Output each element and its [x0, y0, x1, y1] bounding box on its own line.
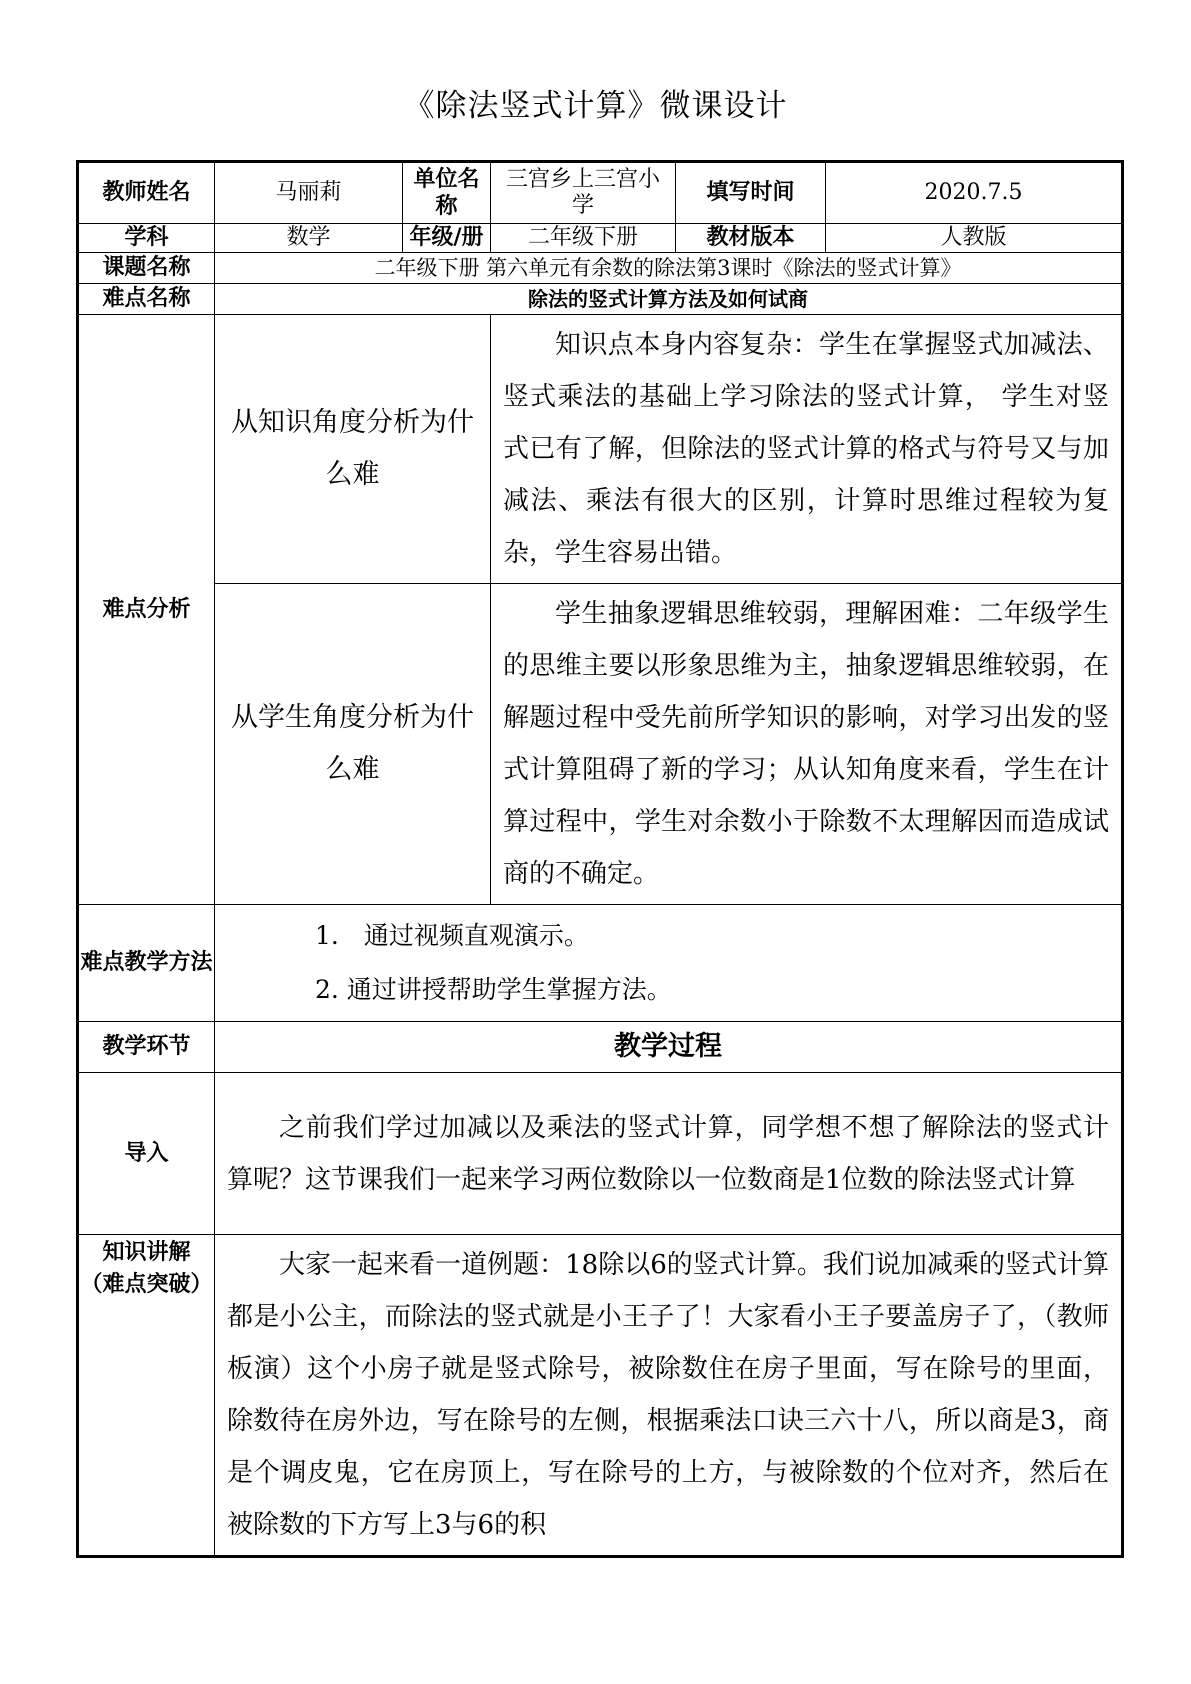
student-angle: 从学生角度分析为什么难 [215, 584, 491, 905]
process-title: 教学过程 [215, 1022, 1123, 1073]
subject-value: 数学 [215, 224, 403, 253]
grade-label: 年级/册 [403, 224, 491, 253]
teacher-label: 教师姓名 [78, 162, 215, 224]
lesson-design-table [76, 160, 1124, 1558]
row-subject-info [78, 224, 1123, 253]
knowledge-angle: 从知识角度分析为什么难 [215, 315, 491, 584]
row-process-header [78, 1022, 1123, 1073]
row-analysis-student [78, 584, 1123, 905]
knowledge-analysis-text: 知识点本身内容复杂：学生在掌握竖式加减法、竖式乘法的基础上学习除法的竖式计算， 学生对竖式已有了解，但除法的竖式计算的格式与符号又与加减法、乘法有很大的区别，计算时思维过程较为复杂，学生容易出错。 [491, 315, 1123, 584]
method-item-1: 1. 通过视频直观演示。 [315, 921, 589, 950]
method-item-2: 2. 通过讲授帮助学生掌握方法。 [315, 975, 672, 1004]
student-analysis-text: 学生抽象逻辑思维较弱，理解困难：二年级学生的思维主要以形象思维为主，抽象逻辑思维较弱，在解题过程中受先前所学知识的影响，对学习出发的竖式计算阻碍了新的学习；从认知角度来看，学生在计算过程中，学生对余数小于除数不太理解因而造成试商的不确定。 [491, 584, 1123, 905]
difficulty-value: 除法的竖式计算方法及如何试商 [215, 284, 1123, 315]
process-label: 教学环节 [78, 1022, 215, 1073]
method-list [215, 905, 1123, 1022]
difficulty-label: 难点名称 [78, 284, 215, 315]
row-analysis-knowledge [78, 315, 1123, 584]
teacher-value: 马丽莉 [215, 162, 403, 224]
explain-label-line1: 知识讲解 [102, 1240, 191, 1265]
row-teacher-info [78, 162, 1123, 224]
edition-value: 人教版 [826, 224, 1123, 253]
row-method [78, 905, 1123, 1022]
row-difficulty [78, 284, 1123, 315]
unit-value: 三宫乡上三宫小学 [491, 162, 676, 224]
explain-label [78, 1235, 215, 1557]
intro-label: 导入 [78, 1073, 215, 1235]
document-title: 《除法竖式计算》微课设计 [403, 88, 788, 124]
edition-label: 教材版本 [676, 224, 826, 253]
unit-label: 单位名称 [403, 162, 491, 224]
method-label: 难点教学方法 [78, 905, 215, 1022]
intro-text: 之前我们学过加减以及乘法的竖式计算，同学想不想了解除法的竖式计算呢？这节课我们一起来学习两位数除以一位数商是1位数的除法竖式计算 [215, 1073, 1123, 1235]
topic-value: 二年级下册 第六单元有余数的除法第3课时《除法的竖式计算》 [215, 253, 1123, 284]
analysis-label: 难点分析 [78, 315, 215, 905]
date-label: 填写时间 [676, 162, 826, 224]
explain-label-line2: （难点突破） [80, 1272, 213, 1297]
subject-label: 学科 [78, 224, 215, 253]
explain-text: 大家一起来看一道例题：18除以6的竖式计算。我们说加减乘的竖式计算都是小公主，而除法的竖式就是小王子了！大家看小王子要盖房子了，（教师板演）这个小房子就是竖式除号，被除数住在房子里面，写在除号的里面，除数待在房外边，写在除号的左侧，根据乘法口诀三六十八，所以商是3，商是个调皮鬼，它在房顶上，写在除号的上方，与被除数的个位对齐，然后在被除数的下方写上3与6的积 [215, 1235, 1123, 1557]
date-value: 2020.7.5 [826, 162, 1123, 224]
row-intro [78, 1073, 1123, 1235]
row-topic [78, 253, 1123, 284]
topic-label: 课题名称 [78, 253, 215, 284]
row-explain [78, 1235, 1123, 1557]
grade-value: 二年级下册 [491, 224, 676, 253]
